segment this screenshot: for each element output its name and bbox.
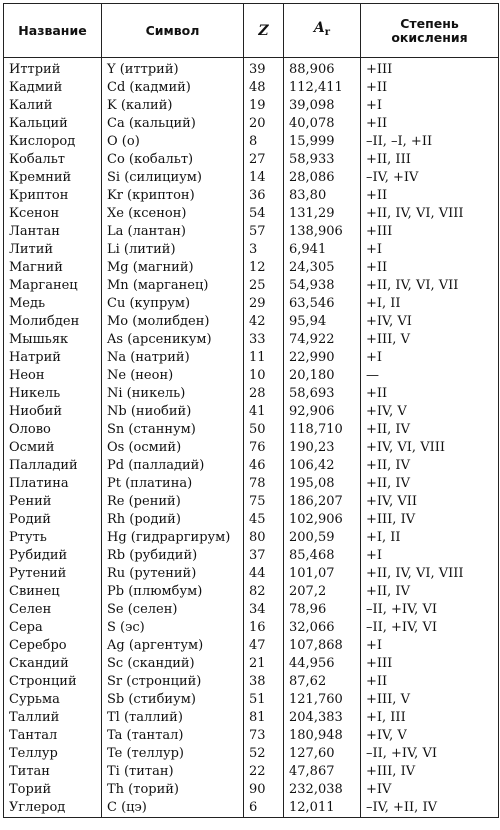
table-row (4, 529, 499, 547)
cell-z: 76 (244, 439, 284, 457)
table-row (4, 439, 499, 457)
cell-z: 41 (244, 403, 284, 421)
cell-z: 8 (244, 133, 284, 151)
cell-atomic-mass: 58,933 (284, 151, 361, 169)
cell-symbol: Y (иттрий) (102, 58, 244, 80)
cell-symbol: Co (кобальт) (102, 151, 244, 169)
table-row (4, 727, 499, 745)
cell-atomic-mass: 92,906 (284, 403, 361, 421)
cell-symbol: Ni (никель) (102, 385, 244, 403)
header-row (4, 4, 499, 58)
cell-oxidation: +I (361, 241, 499, 259)
cell-symbol: Sc (скандий) (102, 655, 244, 673)
table-row (4, 187, 499, 205)
cell-atomic-mass: 85,468 (284, 547, 361, 565)
cell-oxidation: –IV, +II, IV (361, 799, 499, 818)
cell-name: Рубидий (4, 547, 102, 565)
cell-z: 28 (244, 385, 284, 403)
cell-atomic-mass: 88,906 (284, 58, 361, 80)
cell-symbol: Rb (рубидий) (102, 547, 244, 565)
cell-oxidation: +III, IV (361, 511, 499, 529)
cell-oxidation: +IV, VII (361, 493, 499, 511)
table-row (4, 655, 499, 673)
cell-symbol: Th (торий) (102, 781, 244, 799)
cell-atomic-mass: 102,906 (284, 511, 361, 529)
cell-oxidation: –IV, +IV (361, 169, 499, 187)
table-row (4, 673, 499, 691)
cell-z: 80 (244, 529, 284, 547)
cell-oxidation: +IV, VI (361, 313, 499, 331)
cell-name: Стронций (4, 673, 102, 691)
table-row (4, 259, 499, 277)
cell-name: Ксенон (4, 205, 102, 223)
cell-symbol: Mo (молибден) (102, 313, 244, 331)
cell-z: 6 (244, 799, 284, 818)
cell-oxidation: +III, V (361, 691, 499, 709)
cell-z: 27 (244, 151, 284, 169)
cell-name: Свинец (4, 583, 102, 601)
cell-z: 48 (244, 79, 284, 97)
cell-atomic-mass: 131,29 (284, 205, 361, 223)
cell-oxidation: +II, IV (361, 583, 499, 601)
cell-name: Лантан (4, 223, 102, 241)
table-body (4, 58, 499, 818)
table-header (4, 4, 499, 58)
cell-name: Осмий (4, 439, 102, 457)
table-row (4, 709, 499, 727)
cell-z: 50 (244, 421, 284, 439)
cell-oxidation: +III (361, 58, 499, 80)
header-atomic-mass-subscript: r (324, 27, 331, 38)
table-row (4, 115, 499, 133)
cell-symbol: Pb (плюмбум) (102, 583, 244, 601)
cell-oxidation: –II, –I, +II (361, 133, 499, 151)
cell-atomic-mass: 83,80 (284, 187, 361, 205)
table-row (4, 547, 499, 565)
cell-symbol: Cd (кадмий) (102, 79, 244, 97)
cell-name: Палладий (4, 457, 102, 475)
cell-atomic-mass: 101,07 (284, 565, 361, 583)
table-row (4, 97, 499, 115)
cell-atomic-mass: 20,180 (284, 367, 361, 385)
table-row (4, 781, 499, 799)
cell-atomic-mass: 58,693 (284, 385, 361, 403)
cell-z: 78 (244, 475, 284, 493)
cell-z: 10 (244, 367, 284, 385)
table-row (4, 745, 499, 763)
cell-symbol: As (арсеникум) (102, 331, 244, 349)
cell-atomic-mass: 95,94 (284, 313, 361, 331)
table-row (4, 403, 499, 421)
cell-oxidation: +IV (361, 781, 499, 799)
table-row (4, 619, 499, 637)
cell-symbol: Ru (рутений) (102, 565, 244, 583)
table-row (4, 313, 499, 331)
cell-atomic-mass: 118,710 (284, 421, 361, 439)
cell-symbol: Li (литий) (102, 241, 244, 259)
cell-name: Углерод (4, 799, 102, 818)
cell-z: 75 (244, 493, 284, 511)
table-row (4, 385, 499, 403)
cell-name: Иттрий (4, 58, 102, 80)
cell-atomic-mass: 190,23 (284, 439, 361, 457)
table-row (4, 565, 499, 583)
cell-name: Ниобий (4, 403, 102, 421)
cell-oxidation: +III, IV (361, 763, 499, 781)
table-row (4, 295, 499, 313)
cell-name: Ртуть (4, 529, 102, 547)
cell-oxidation: +IV, VI, VIII (361, 439, 499, 457)
cell-atomic-mass: 112,411 (284, 79, 361, 97)
cell-oxidation: –II, +IV, VI (361, 745, 499, 763)
cell-name: Таллий (4, 709, 102, 727)
cell-oxidation: +I, II (361, 529, 499, 547)
cell-atomic-mass: 207,2 (284, 583, 361, 601)
table-row (4, 58, 499, 80)
cell-oxidation: +II (361, 259, 499, 277)
cell-atomic-mass: 78,96 (284, 601, 361, 619)
elements-table (3, 3, 499, 818)
cell-oxidation: +II (361, 79, 499, 97)
cell-symbol: Sn (станнум) (102, 421, 244, 439)
cell-z: 22 (244, 763, 284, 781)
cell-symbol: Sr (стронций) (102, 673, 244, 691)
cell-oxidation: +II, IV (361, 475, 499, 493)
cell-oxidation: — (361, 367, 499, 385)
cell-atomic-mass: 186,207 (284, 493, 361, 511)
cell-symbol: Kr (криптон) (102, 187, 244, 205)
table-row (4, 79, 499, 97)
cell-symbol: K (калий) (102, 97, 244, 115)
cell-z: 25 (244, 277, 284, 295)
cell-name: Селен (4, 601, 102, 619)
cell-oxidation: +II (361, 115, 499, 133)
cell-atomic-mass: 28,086 (284, 169, 361, 187)
table-row (4, 277, 499, 295)
cell-name: Титан (4, 763, 102, 781)
cell-oxidation: +II, IV, VI, VII (361, 277, 499, 295)
cell-symbol: C (цэ) (102, 799, 244, 818)
cell-name: Неон (4, 367, 102, 385)
cell-z: 37 (244, 547, 284, 565)
cell-symbol: Se (селен) (102, 601, 244, 619)
cell-name: Кислород (4, 133, 102, 151)
cell-z: 73 (244, 727, 284, 745)
cell-z: 82 (244, 583, 284, 601)
cell-name: Криптон (4, 187, 102, 205)
header-oxidation (361, 4, 499, 58)
cell-name: Платина (4, 475, 102, 493)
cell-z: 14 (244, 169, 284, 187)
cell-z: 90 (244, 781, 284, 799)
cell-name: Рутений (4, 565, 102, 583)
cell-atomic-mass: 40,078 (284, 115, 361, 133)
cell-z: 34 (244, 601, 284, 619)
header-atomic-mass (284, 4, 361, 58)
cell-symbol: Ca (кальций) (102, 115, 244, 133)
cell-atomic-mass: 6,941 (284, 241, 361, 259)
table-row (4, 421, 499, 439)
table-row (4, 601, 499, 619)
cell-atomic-mass: 74,922 (284, 331, 361, 349)
cell-name: Тантал (4, 727, 102, 745)
cell-symbol: Ta (тантал) (102, 727, 244, 745)
cell-atomic-mass: 180,948 (284, 727, 361, 745)
table-row (4, 637, 499, 655)
cell-atomic-mass: 204,383 (284, 709, 361, 727)
cell-z: 39 (244, 58, 284, 80)
table-row (4, 223, 499, 241)
table-row (4, 691, 499, 709)
cell-symbol: Xe (ксенон) (102, 205, 244, 223)
table-row (4, 799, 499, 818)
cell-name: Литий (4, 241, 102, 259)
cell-atomic-mass: 195,08 (284, 475, 361, 493)
cell-oxidation: +III (361, 223, 499, 241)
cell-z: 52 (244, 745, 284, 763)
cell-symbol: Tl (таллий) (102, 709, 244, 727)
cell-atomic-mass: 54,938 (284, 277, 361, 295)
cell-symbol: Sb (стибиум) (102, 691, 244, 709)
cell-symbol: Ag (аргентум) (102, 637, 244, 655)
cell-symbol: La (лантан) (102, 223, 244, 241)
table-row (4, 133, 499, 151)
cell-atomic-mass: 39,098 (284, 97, 361, 115)
table-row (4, 331, 499, 349)
header-atomic-mass-main: A (313, 20, 325, 36)
cell-name: Теллур (4, 745, 102, 763)
cell-oxidation: +I (361, 637, 499, 655)
cell-z: 47 (244, 637, 284, 655)
cell-z: 19 (244, 97, 284, 115)
table-row (4, 367, 499, 385)
table-row (4, 511, 499, 529)
cell-symbol: Te (теллур) (102, 745, 244, 763)
cell-oxidation: +I (361, 349, 499, 367)
cell-name: Медь (4, 295, 102, 313)
cell-name: Скандий (4, 655, 102, 673)
cell-oxidation: +II (361, 385, 499, 403)
cell-atomic-mass: 12,011 (284, 799, 361, 818)
cell-symbol: Pt (платина) (102, 475, 244, 493)
cell-z: 42 (244, 313, 284, 331)
cell-z: 11 (244, 349, 284, 367)
table-row (4, 457, 499, 475)
cell-oxidation: +I, III (361, 709, 499, 727)
cell-z: 44 (244, 565, 284, 583)
header-z: Z (244, 4, 284, 58)
cell-oxidation: +IV, V (361, 727, 499, 745)
cell-oxidation: –II, +IV, VI (361, 619, 499, 637)
table-row (4, 205, 499, 223)
cell-symbol: Cu (купрум) (102, 295, 244, 313)
cell-symbol: Si (силициум) (102, 169, 244, 187)
cell-z: 81 (244, 709, 284, 727)
cell-atomic-mass: 24,305 (284, 259, 361, 277)
cell-symbol: Pd (палладий) (102, 457, 244, 475)
cell-name: Магний (4, 259, 102, 277)
cell-symbol: Re (рений) (102, 493, 244, 511)
cell-name: Кадмий (4, 79, 102, 97)
table-row (4, 169, 499, 187)
cell-name: Мышьяк (4, 331, 102, 349)
cell-name: Кобальт (4, 151, 102, 169)
cell-name: Серебро (4, 637, 102, 655)
cell-oxidation: +II, III (361, 151, 499, 169)
cell-name: Сурьма (4, 691, 102, 709)
cell-oxidation: +I (361, 97, 499, 115)
cell-symbol: Ti (титан) (102, 763, 244, 781)
cell-name: Кремний (4, 169, 102, 187)
cell-atomic-mass: 87,62 (284, 673, 361, 691)
cell-z: 51 (244, 691, 284, 709)
cell-z: 57 (244, 223, 284, 241)
cell-name: Сера (4, 619, 102, 637)
cell-z: 36 (244, 187, 284, 205)
table-row (4, 763, 499, 781)
cell-z: 21 (244, 655, 284, 673)
cell-oxidation: +IV, V (361, 403, 499, 421)
cell-z: 20 (244, 115, 284, 133)
table-row (4, 151, 499, 169)
cell-name: Натрий (4, 349, 102, 367)
cell-symbol: Mg (магний) (102, 259, 244, 277)
cell-atomic-mass: 127,60 (284, 745, 361, 763)
table-row (4, 583, 499, 601)
cell-name: Олово (4, 421, 102, 439)
cell-oxidation: +II, IV (361, 421, 499, 439)
cell-oxidation: –II, +IV, VI (361, 601, 499, 619)
cell-z: 38 (244, 673, 284, 691)
table-row (4, 475, 499, 493)
cell-oxidation: +II (361, 673, 499, 691)
cell-oxidation: +II, IV, VI, VIII (361, 565, 499, 583)
cell-atomic-mass: 138,906 (284, 223, 361, 241)
cell-z: 3 (244, 241, 284, 259)
cell-name: Марганец (4, 277, 102, 295)
cell-symbol: Nb (ниобий) (102, 403, 244, 421)
cell-name: Торий (4, 781, 102, 799)
cell-atomic-mass: 106,42 (284, 457, 361, 475)
cell-z: 29 (244, 295, 284, 313)
cell-symbol: O (о) (102, 133, 244, 151)
cell-name: Кальций (4, 115, 102, 133)
cell-z: 45 (244, 511, 284, 529)
cell-symbol: Mn (марганец) (102, 277, 244, 295)
cell-oxidation: +II, IV (361, 457, 499, 475)
cell-atomic-mass: 63,546 (284, 295, 361, 313)
cell-symbol: Rh (родий) (102, 511, 244, 529)
cell-symbol: S (эс) (102, 619, 244, 637)
cell-name: Никель (4, 385, 102, 403)
cell-atomic-mass: 47,867 (284, 763, 361, 781)
cell-atomic-mass: 22,990 (284, 349, 361, 367)
cell-atomic-mass: 15,999 (284, 133, 361, 151)
cell-name: Рений (4, 493, 102, 511)
cell-oxidation: +III (361, 655, 499, 673)
cell-oxidation: +II (361, 187, 499, 205)
cell-z: 46 (244, 457, 284, 475)
cell-atomic-mass: 32,066 (284, 619, 361, 637)
cell-symbol: Os (осмий) (102, 439, 244, 457)
header-oxidation-line1: Степень (400, 15, 459, 31)
cell-name: Калий (4, 97, 102, 115)
cell-symbol: Ne (неон) (102, 367, 244, 385)
header-symbol: Символ (102, 4, 244, 58)
cell-oxidation: +II, IV, VI, VIII (361, 205, 499, 223)
header-oxidation-line2: окисления (391, 29, 468, 45)
table-row (4, 349, 499, 367)
header-name: Название (4, 4, 102, 58)
table-row (4, 241, 499, 259)
cell-symbol: Hg (гидраргирум) (102, 529, 244, 547)
cell-name: Молибден (4, 313, 102, 331)
cell-oxidation: +I (361, 547, 499, 565)
cell-name: Родий (4, 511, 102, 529)
cell-z: 12 (244, 259, 284, 277)
cell-atomic-mass: 107,868 (284, 637, 361, 655)
cell-z: 16 (244, 619, 284, 637)
cell-oxidation: +I, II (361, 295, 499, 313)
cell-atomic-mass: 200,59 (284, 529, 361, 547)
cell-atomic-mass: 44,956 (284, 655, 361, 673)
cell-z: 54 (244, 205, 284, 223)
cell-atomic-mass: 232,038 (284, 781, 361, 799)
cell-oxidation: +III, V (361, 331, 499, 349)
cell-symbol: Na (натрий) (102, 349, 244, 367)
cell-atomic-mass: 121,760 (284, 691, 361, 709)
table-row (4, 493, 499, 511)
cell-z: 33 (244, 331, 284, 349)
